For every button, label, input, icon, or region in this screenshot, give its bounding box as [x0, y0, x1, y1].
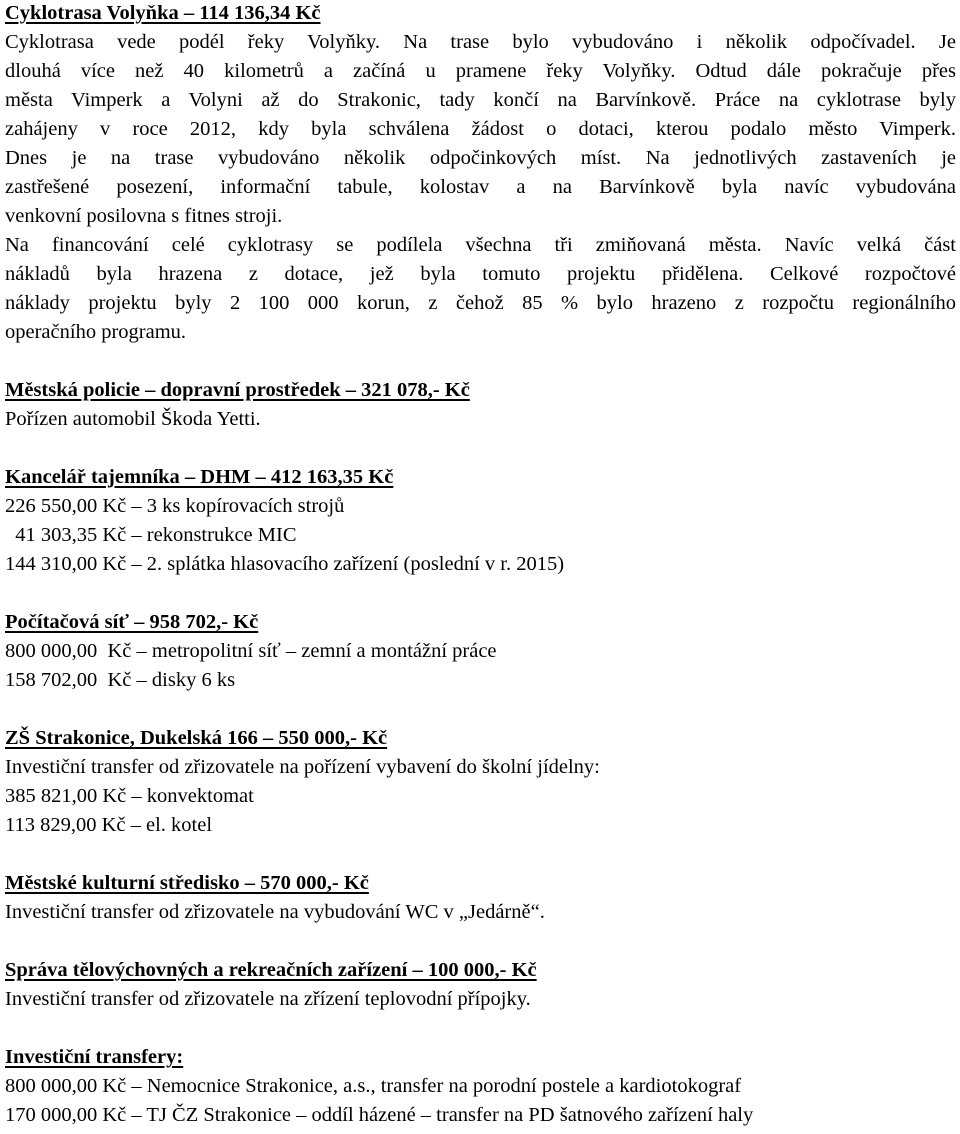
- paragraph-line: venkovní posilovna s fitnes stroji.: [5, 205, 283, 227]
- item-line: 226 550,00 Kč – 3 ks kopírovacích strojů: [5, 495, 345, 517]
- paragraph-line: operačního programu.: [5, 321, 187, 343]
- item-line: Investiční transfer od zřizovatele na vybudování WC v „Jedárně“.: [5, 901, 545, 923]
- item-line: 170 000,00 Kč – TJ ČZ Strakonice – oddíl házené – transfer na PD šatnového zařízení haly: [5, 1104, 754, 1126]
- paragraph-line: zahájeny v roce 2012, kdy byla schválena žádost o dotaci, kterou podalo město Vimperk.: [5, 118, 956, 140]
- section-heading-office: Kancelář tajemníka – DHM – 412 163,35 Kč: [5, 466, 394, 488]
- paragraph-line: zastřešené posezení, informační tabule, kolostav a na Barvínkově byla navíc vybudována: [5, 176, 956, 198]
- item-line: 385 821,00 Kč – konvektomat: [5, 785, 254, 807]
- paragraph-line: Cyklotrasa vede podél řeky Volyňky. Na trase bylo vybudováno i několik odpočívadel. Je: [5, 31, 956, 53]
- section-heading-network: Počítačová síť – 958 702,- Kč: [5, 611, 259, 633]
- section-heading-police: Městská policie – dopravní prostředek – 321 078,- Kč: [5, 379, 470, 401]
- item-line: 144 310,00 Kč – 2. splátka hlasovacího zařízení (poslední v r. 2015): [5, 553, 565, 575]
- paragraph-line: města Vimperk a Volyni až do Strakonic, tady končí na Barvínkově. Práce na cyklotrase byly: [5, 89, 956, 111]
- section-heading-cyclo: Cyklotrasa Volyňka – 114 136,34 Kč: [5, 2, 321, 24]
- paragraph-line: dlouhá více než 40 kilometrů a začíná u pramene řeky Volyňky. Odtud dále pokračuje přes: [5, 60, 956, 82]
- section-heading-culture: Městské kulturní středisko – 570 000,- Kč: [5, 872, 369, 894]
- item-line: 800 000,00 Kč – metropolitní síť – zemní a montážní práce: [5, 640, 497, 662]
- paragraph-line: Na financování celé cyklotrasy se podílela všechna tři zmiňovaná města. Navíc velká část: [5, 234, 956, 256]
- item-line: Investiční transfer od zřizovatele na pořízení vybavení do školní jídelny:: [5, 756, 600, 778]
- item-line: Investiční transfer od zřizovatele na zřízení teplovodní přípojky.: [5, 988, 531, 1010]
- paragraph-line: Dnes je na trase vybudováno několik odpočinkových míst. Na jednotlivých zastaveních je: [5, 147, 956, 169]
- section-heading-school: ZŠ Strakonice, Dukelská 166 – 550 000,- Kč: [5, 727, 388, 749]
- item-line: 800 000,00 Kč – Nemocnice Strakonice, a.s., transfer na porodní postele a kardiotokograf: [5, 1075, 742, 1097]
- item-line: 113 829,00 Kč – el. kotel: [5, 814, 213, 836]
- paragraph-line: náklady projektu byly 2 100 000 korun, z čehož 85 % bylo hrazeno z rozpočtu regionálního: [5, 292, 956, 314]
- paragraph-line: nákladů byla hrazena z dotace, jež byla tomuto projektu přidělena. Celkové rozpočtové: [5, 263, 956, 285]
- section-heading-sport: Správa tělovýchovných a rekreačních zařízení – 100 000,- Kč: [5, 959, 537, 981]
- item-line: 158 702,00 Kč – disky 6 ks: [5, 669, 236, 691]
- item-line: 41 303,35 Kč – rekonstrukce MIC: [5, 524, 297, 546]
- section-heading-transfers: Investiční transfery:: [5, 1046, 184, 1068]
- item-line: Pořízen automobil Škoda Yetti.: [5, 408, 261, 430]
